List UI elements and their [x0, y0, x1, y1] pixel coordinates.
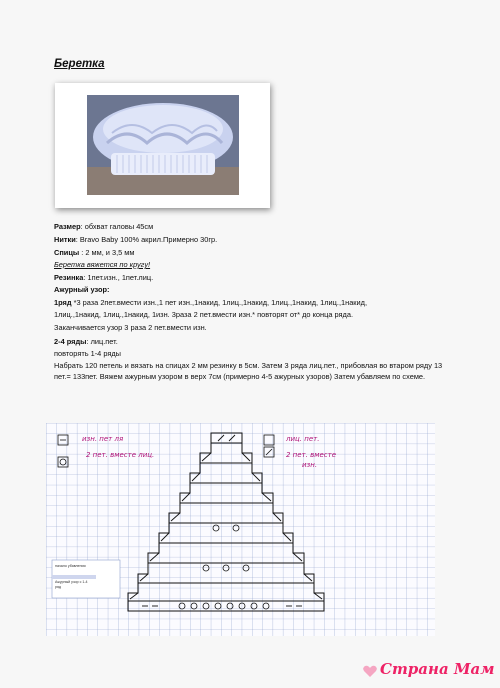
beret-photo	[55, 83, 270, 208]
spec-row1-end: Заканчивается узор 3 раза 2 пет.вмести изн.	[54, 323, 207, 332]
chart-grid	[46, 423, 435, 636]
spec-instructions: Набрать 120 петель и вязать на спицах 2 мм резинку в 5см. Затем 3 ряда лиц.пет., прибовлая во втаром ряду 13 пет.= 133пет. Вяжем ажурным узором в верх 7см (примерно 4-5 ажурных узоров) Затем убавляем по схеме.	[54, 361, 443, 381]
legend-purl: изн. пет ля	[82, 435, 124, 443]
knitting-chart	[46, 423, 435, 636]
legend-box-line1: Ажурный узор с 1-4	[55, 580, 88, 584]
spec-needles: Спицы : 2 мм, и 3,5 мм	[54, 248, 135, 257]
heart-icon	[362, 664, 378, 678]
spec-size: Размер: обхват галовы 45см	[54, 222, 154, 231]
legend-box-title: начало убавления	[55, 564, 86, 568]
spec-rows24: 2-4 ряды: лиц.пет.	[54, 337, 118, 346]
spec-knit-round: Беретка вяжется по кругу!	[54, 260, 151, 269]
legend-p2tog: 2 пет. вместе	[286, 451, 337, 459]
legend-k2tog: 2 пет. вместе лиц.	[86, 451, 155, 459]
page-title: Беретка	[54, 58, 105, 70]
spec-row1-cont: 1лиц.,1накид, 1лиц.,1накид, 1изн. 3раза 2 пет.вмести изн.* повторят от* до конца ряда.	[54, 310, 353, 319]
legend-knit: лиц. пет.	[286, 435, 320, 443]
spec-lace-heading: Ажурный узор:	[54, 285, 110, 294]
beret-image	[87, 95, 239, 195]
spec-rib: Резинка: 1пет.изн., 1пет.лиц.	[54, 273, 154, 282]
legend-box-line2: ряд	[55, 585, 62, 589]
watermark: Страна Мам	[380, 660, 495, 678]
legend-p2tog-2: изн.	[302, 461, 318, 469]
spec-yarn: Нитки: Bravo Baby 100% акрил.Примерно 30гр.	[54, 235, 218, 244]
spec-repeat: повторять 1-4 ряды	[54, 349, 121, 358]
spec-row1: 1ряд *3 раза 2пет.вмести изн.,1 пет изн.,1накид, 1лиц.,1накид, 1лиц.,1накид, 1лиц.,1накид,	[54, 298, 368, 307]
